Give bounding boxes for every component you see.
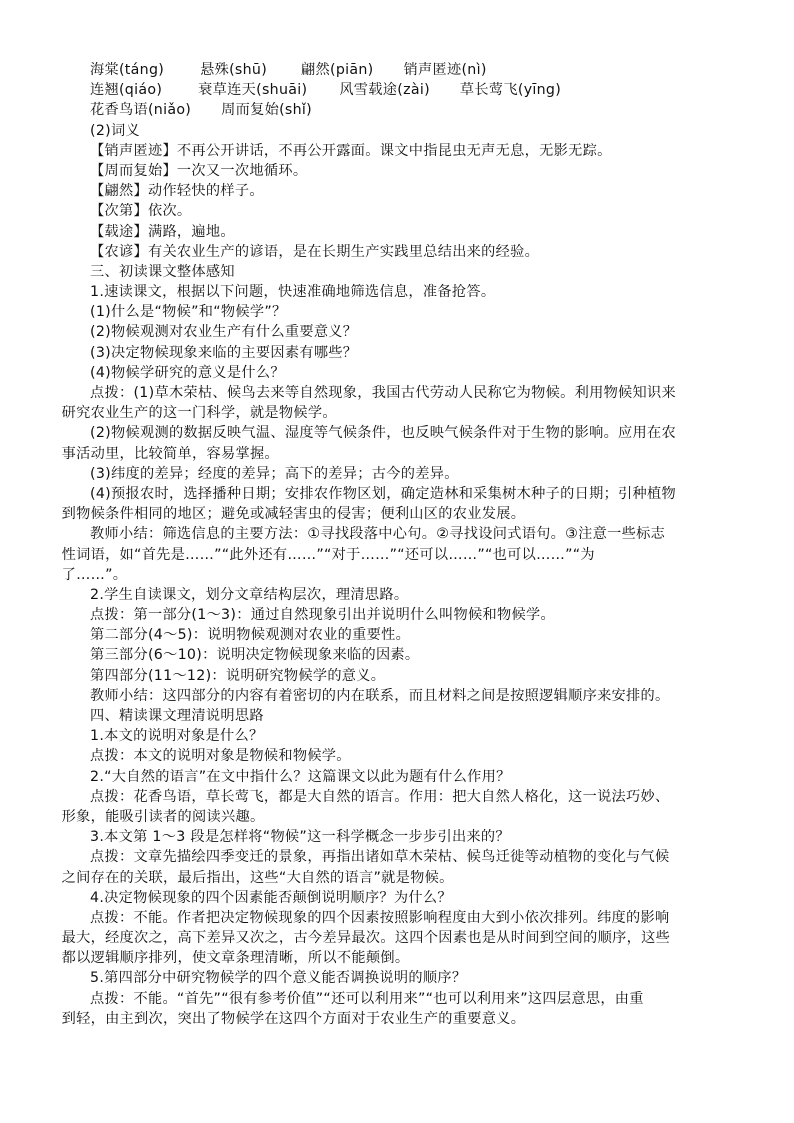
- pinyin-item: 销声匿迹(nì): [403, 62, 487, 78]
- answer-line: 都以逻辑顺序排列，使文章条理清晰，所以不能颠倒。: [61, 950, 410, 967]
- ciyi-item: 【农谚】有关农业生产的谚语，是在长期生产实践里总结出来的经验。: [90, 243, 540, 260]
- ciyi-heading: (2)词义: [90, 122, 140, 139]
- answer-line: 第三部分(6～10)：说明决定物候现象来临的因素。: [90, 647, 420, 664]
- answer-line: 点拨：不能。“首先”“很有参考价值”“还可以利用来”“也可以利用来”这四层意思，由重: [90, 990, 644, 1007]
- ciyi-item: 【翩然】动作轻快的样子。: [90, 183, 264, 200]
- question: 2.学生自读课文，划分文章结构层次，理清思路。: [90, 586, 409, 603]
- pinyin-row-3: [90, 100, 736, 120]
- answer-line: 形象，能吸引读者的阅读兴趣。: [61, 808, 265, 825]
- answer-line: 点拨：花香鸟语，草长莺飞，都是大自然的语言。作用：把大自然人格化，这一说法巧妙、: [90, 788, 670, 805]
- sub-question: (2)物候观测对农业生产有什么重要意义？: [90, 324, 358, 341]
- pinyin-item: 花香鸟语(niǎo): [90, 102, 192, 119]
- answer-line: 第四部分(11～12)：说明研究物候学的意义。: [90, 667, 386, 684]
- answer-line: 到物候条件相同的地区；避免或减轻害虫的侵害；便利山区的农业发展。: [61, 506, 526, 523]
- sub-question: (3)决定物候现象来临的主要因素有哪些？: [90, 344, 358, 361]
- answer-line: (2)物候观测的数据反映气温、湿度等气候条件，也反映气候条件对于生物的影响。应用在农: [90, 425, 677, 442]
- question: 4.决定物候现象的四个因素能否颠倒说明顺序？为什么？: [90, 889, 452, 906]
- answer-line: 点拨：(1)草木荣枯、候鸟去来等自然现象，我国古代劳动人民称它为物候。利用物候知识来: [90, 385, 677, 401]
- pinyin-item: 海棠(táng): [90, 62, 165, 78]
- answer-line: 第二部分(4～5)：说明物候观测对农业的重要性。: [90, 627, 411, 644]
- document-page: [61, 60, 736, 1029]
- pinyin-item: 翩然(piān): [301, 62, 374, 78]
- answer-line: 点拨：不能。作者把决定物候现象的四个因素按照影响程度由大到小依次排列。纬度的影响: [90, 909, 670, 926]
- pinyin-row-2: [90, 80, 736, 100]
- pinyin-item: 草长莺飞(yīng): [459, 82, 562, 99]
- question: 5.第四部分中研究物候学的四个意义能否调换说明的顺序？: [90, 970, 467, 987]
- pinyin-item: 悬殊(shū): [200, 62, 268, 78]
- teacher-summary: 教师小结：筛选信息的主要方法：①寻找段落中心句。②寻找设问式语句。③注意一些标志: [90, 526, 666, 543]
- answer-line: 事活动里，比较简单，容易掌握。: [61, 445, 279, 462]
- answer-line: 点拨：本文的说明对象是物候和物候学。: [90, 748, 351, 765]
- ciyi-item: 【周而复始】一次又一次地循环。: [90, 162, 308, 179]
- question: 3.本文第 1～3 段是怎样将“物候”这一科学概念一步步引出来的？: [90, 829, 510, 846]
- pinyin-item: 周而复始(shǐ): [221, 102, 312, 119]
- answer-line: (4)预报农时，选择播种日期；安排农作物区划，确定造林和采集树木种子的日期；引种植物: [90, 485, 677, 502]
- answer-line: (3)纬度的差异；经度的差异；高下的差异；古今的差异。: [90, 465, 459, 482]
- pinyin-row-1: [90, 60, 736, 80]
- answer-line: 到轻，由主到次，突出了物候学在这四个方面对于农业生产的重要意义。: [61, 1010, 526, 1027]
- answer-line: 点拨：第一部分(1～3)：通过自然现象引出并说明什么叫物候和物候学。: [90, 607, 555, 624]
- teacher-summary: 了……”。: [61, 566, 128, 583]
- teacher-summary: 性词语，如“首先是……”“此外还有……”“对于……”“还可以……”“也可以……”“为: [61, 546, 595, 563]
- answer-line: 最大，经度次之，高下差异又次之，古今差异最次。这四个因素也是从时间到空间的顺序，这些: [61, 930, 671, 947]
- sub-question: (1)什么是“物候”和“物候学”？: [90, 304, 287, 321]
- answer-line: 点拨：文章先描绘四季变迁的景象，再指出诸如草木荣枯、候鸟迁徙等动植物的变化与气候: [90, 849, 670, 866]
- section-heading: 四、精读课文理清说明思路: [90, 708, 264, 724]
- teacher-summary: 教师小结：这四部分的内容有着密切的内在联系，而且材料之间是按照逻辑顺序来安排的。: [90, 687, 670, 704]
- ciyi-item: 【次第】依次。: [90, 203, 192, 220]
- pinyin-item: 风雪载途(zài): [339, 82, 430, 99]
- pinyin-item: 衰草连天(shuāi): [198, 82, 308, 99]
- question: 2.“大自然的语言”在文中指什么？这篇课文以此为题有什么作用？: [90, 768, 511, 785]
- ciyi-item: 【销声匿迹】不再公开讲话，不再公开露面。课文中指昆虫无声无息，无影无踪。: [90, 142, 612, 159]
- pinyin-item: 连翘(qiáo): [90, 82, 163, 99]
- sub-question: (4)物候学研究的意义是什么？: [90, 364, 285, 381]
- answer-line: 之间存在的关联，最后指出，这些“大自然的语言”就是物候。: [61, 869, 454, 886]
- question: 1.速读课文，根据以下问题，快速准确地筛选信息，准备抢答。: [90, 284, 496, 301]
- section-heading: 三、初读课文整体感知: [90, 263, 235, 280]
- question: 1.本文的说明对象是什么？: [90, 728, 264, 745]
- ciyi-item: 【载途】满路，遍地。: [90, 223, 235, 240]
- answer-line: 研究农业生产的这一门科学，就是物候学。: [61, 405, 337, 422]
